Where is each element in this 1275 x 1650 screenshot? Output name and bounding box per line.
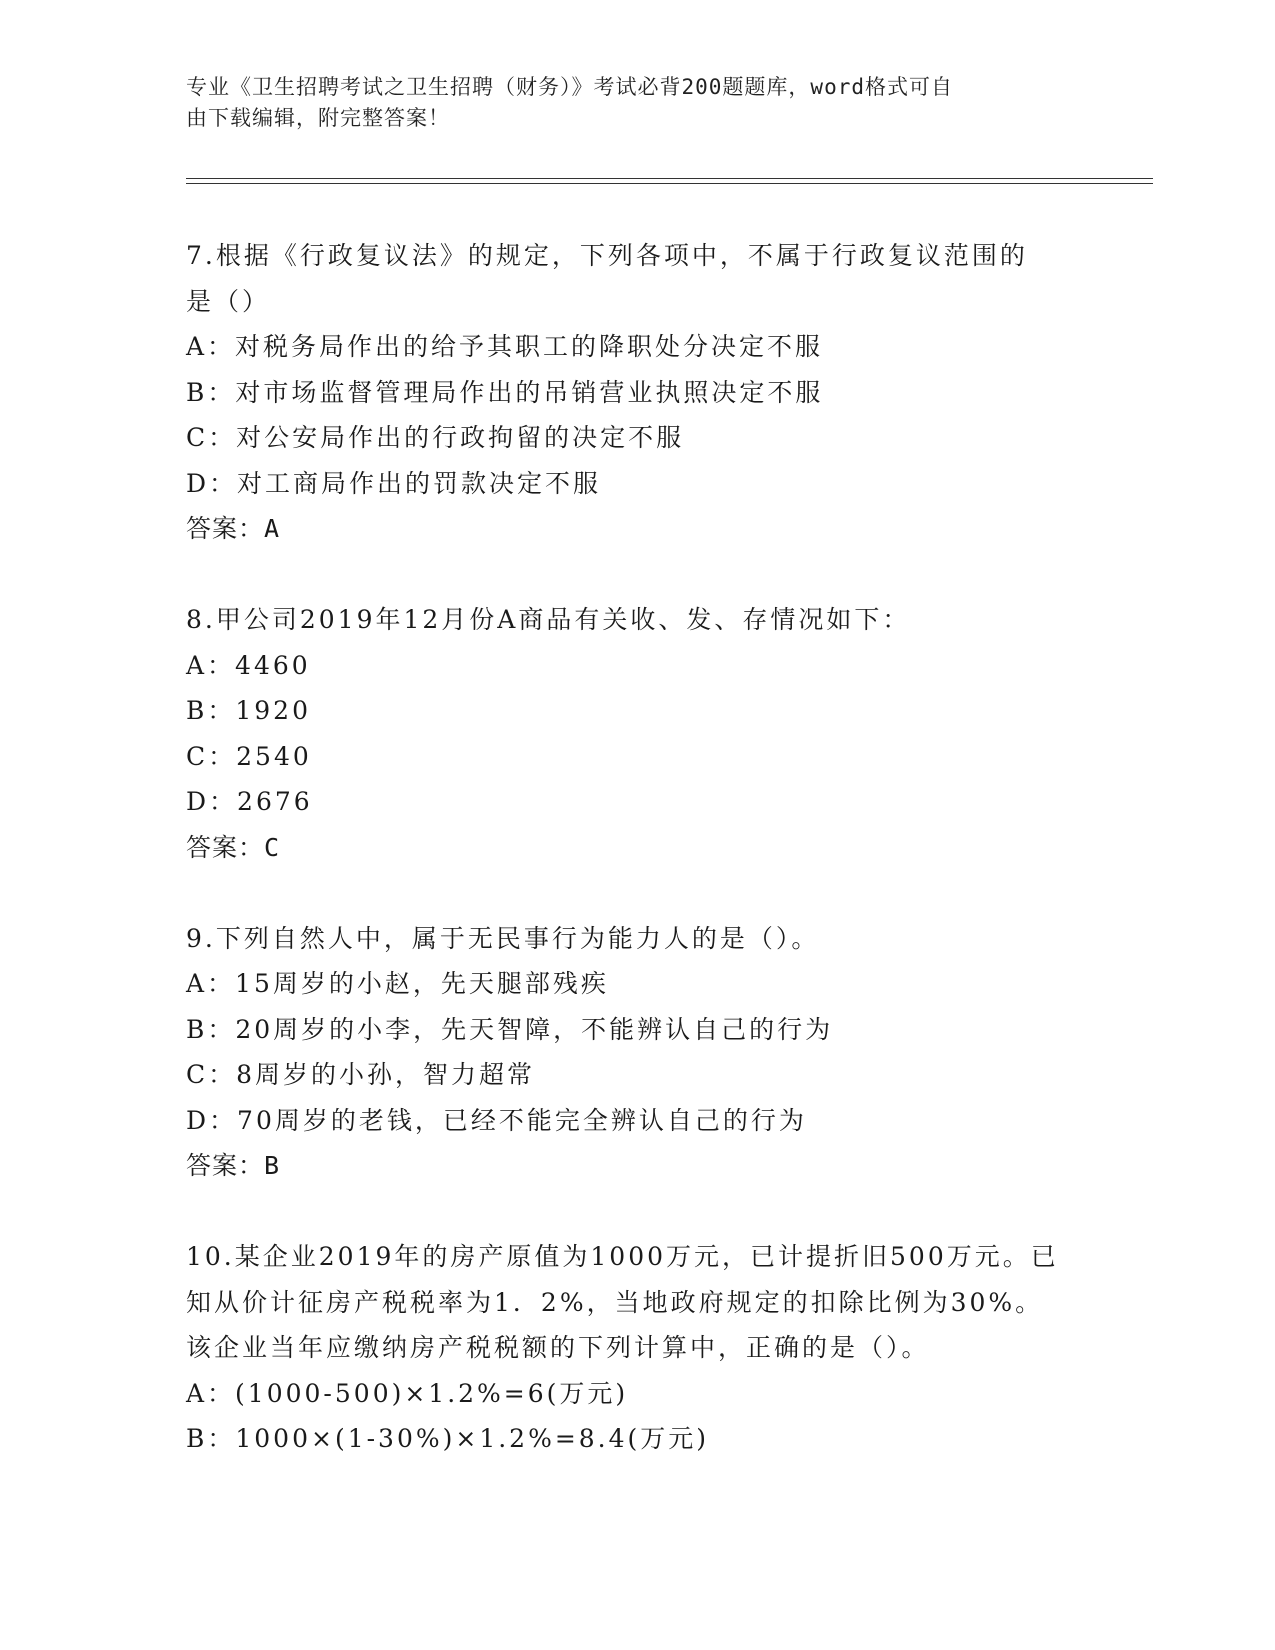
question-8 (186, 597, 1086, 870)
header-line-1: 专业《卫生招聘考试之卫生招聘（财务）》考试必背200题题库，word格式可自 (186, 75, 953, 99)
answer: 答案：C (186, 832, 281, 862)
question-7 (186, 233, 1086, 552)
option-b: B：20周岁的小李，先天智障，不能辨认自己的行为 (186, 1014, 834, 1044)
option-a: A：(1000-500)×1.2%=6(万元) (186, 1378, 629, 1408)
option-a: A：15周岁的小赵，先天腿部残疾 (186, 969, 609, 998)
question-9 (186, 916, 1086, 1189)
question-stem: 该企业当年应缴纳房产税税额的下列计算中，正确的是（）。 (186, 1333, 930, 1362)
option-d: D：对工商局作出的罚款决定不服 (186, 468, 602, 498)
question-stem: 7.根据《行政复议法》的规定，下列各项中，不属于行政复议范围的 (186, 241, 1028, 270)
answer: 答案：B (186, 1151, 281, 1180)
option-c: C：2540 (186, 741, 312, 771)
header-divider-bottom (186, 183, 1153, 184)
option-b: B：对市场监督管理局作出的吊销营业执照决定不服 (186, 377, 824, 407)
option-d: D：2676 (186, 787, 313, 816)
question-stem: 10.某企业2019年的房产原值为1000万元，已计提折旧500万元。已 (186, 1242, 1059, 1271)
question-stem: 8.甲公司2019年12月份A商品有关收、发、存情况如下： (186, 605, 911, 634)
option-a: A：对税务局作出的给予其职工的降职处分决定不服 (186, 332, 824, 361)
option-b: B：1000×(1-30%)×1.2%=8.4(万元) (186, 1424, 710, 1453)
option-a: A：4460 (186, 650, 311, 680)
question-10 (186, 1234, 1086, 1462)
header-divider-top (186, 178, 1153, 179)
question-list (186, 233, 1086, 1462)
question-stem: 9.下列自然人中，属于无民事行为能力人的是（）。 (186, 923, 820, 953)
option-d: D：70周岁的老钱，已经不能完全辨认自己的行为 (186, 1105, 807, 1135)
question-stem: 是（） (186, 286, 271, 316)
option-c: C：对公安局作出的行政拘留的决定不服 (186, 423, 685, 452)
option-c: C：8周岁的小孙，智力超常 (186, 1060, 536, 1089)
document-header (186, 72, 1066, 134)
header-line-2: 由下载编辑，附完整答案！ (186, 106, 450, 130)
option-b: B：1920 (186, 696, 311, 725)
answer: 答案：A (186, 514, 281, 543)
question-stem: 知从价计征房产税税率为1．2%，当地政府规定的扣除比例为30%。 (186, 1287, 1044, 1317)
